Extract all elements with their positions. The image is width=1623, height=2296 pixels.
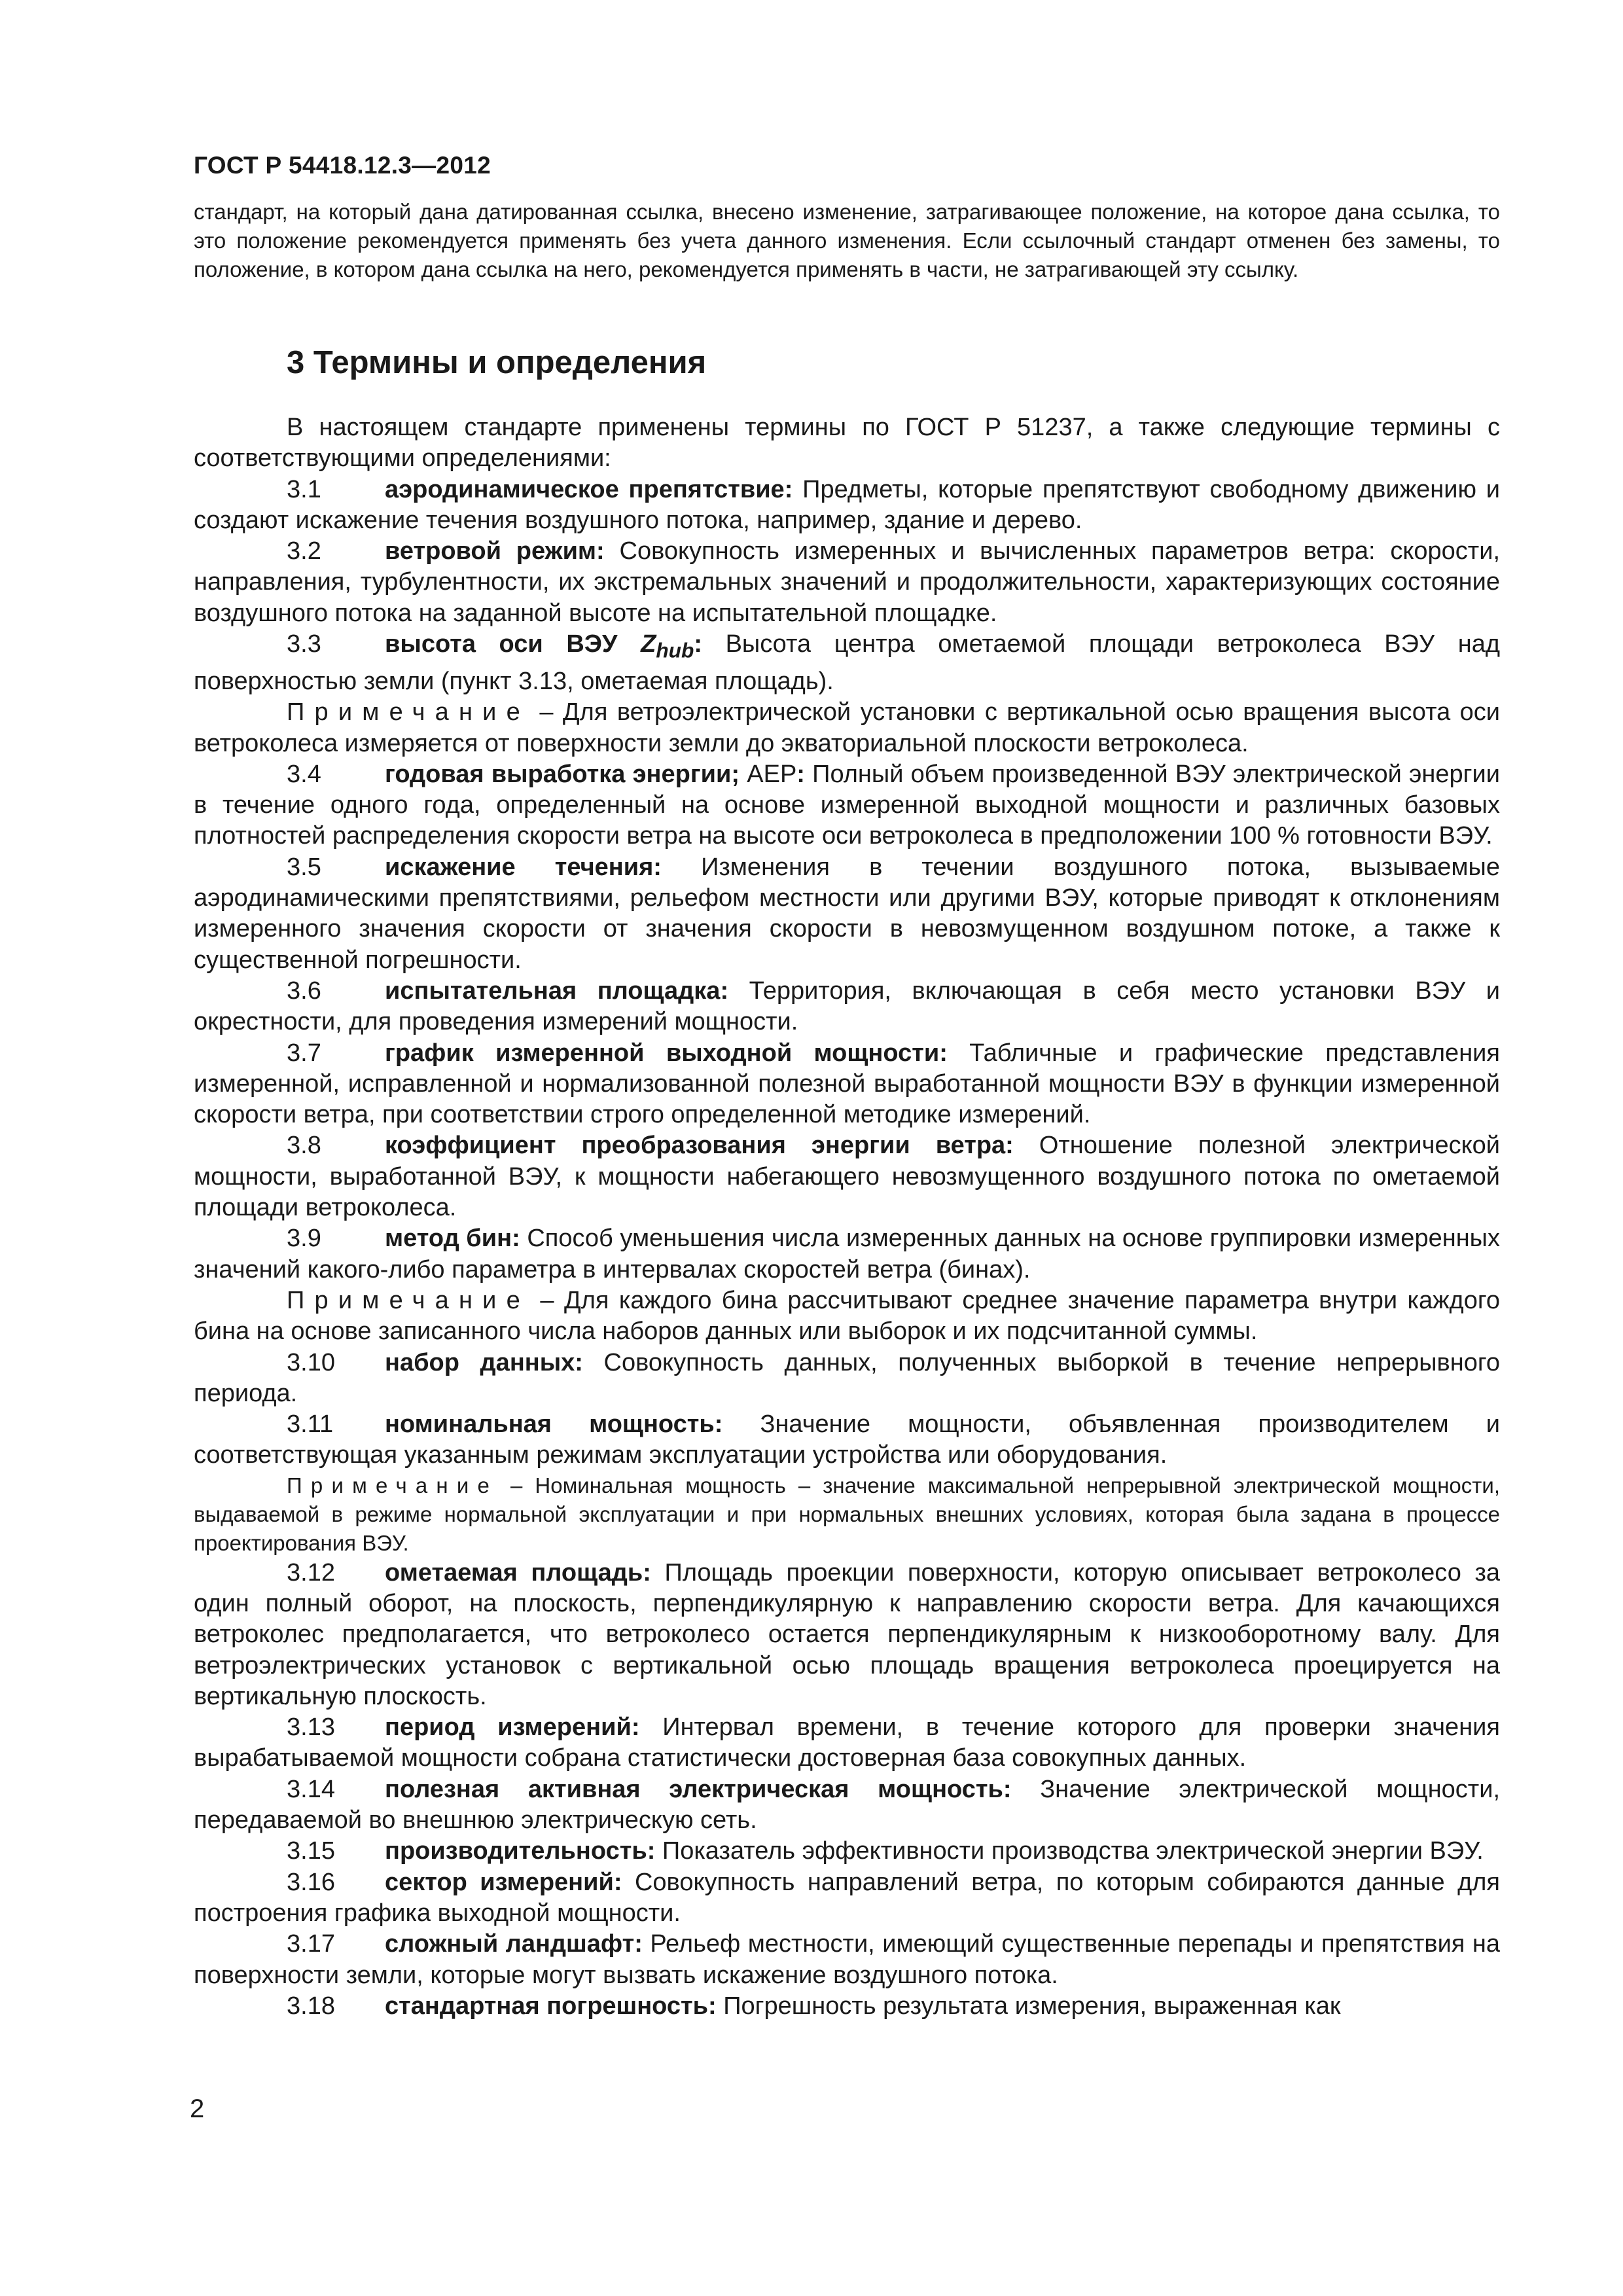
note-text: – Номинальная мощность – значение максимальной непрерывной электрической мощности, выдаваемой в режиме нормальной эксплуатации и при нормальных внешних условиях, которая была задана в процессе проектирования ВЭУ. (194, 1473, 1500, 1555)
term-number: 3.9 (287, 1225, 321, 1253)
term-definition: Погрешность результата измерения, выраженная как (716, 1992, 1341, 2020)
term-definition: Изменения в течении воздушного потока, вызываемые аэродинамическими препятствиями, рельефом местности или другими ВЭУ, которые приводят к отклонениям измеренного значения скорости от значения скорости в невозмущенном воздушном потоке, а также к существенной погрешности. (194, 853, 1501, 974)
term-number: 3.5 (287, 853, 321, 881)
term-definition: Территория, включающая в себя место установки ВЭУ и окрестности, для проведения измерений мощности. (194, 977, 1500, 1036)
lead-paragraph: стандарт, на который дана датированная ссылка, внесено изменение, затрагивающее положение, на которое дана ссылка, то это положение рекомендуется применять без учета данного изменения. Если ссылочный стандарт отменен без замены, то положение, в котором дана ссылка на него, рекомендуется применять в части, не затрагивающей эту ссылку. (194, 200, 1500, 281)
term-name: ометаемая площадь: (385, 1558, 651, 1587)
term-entry (194, 1867, 1500, 1929)
term-number: 3.8 (287, 1132, 321, 1160)
term-colon: : (796, 760, 805, 788)
term-number: 3.17 (287, 1930, 335, 1958)
term-number: 3.16 (287, 1868, 335, 1896)
term-entry (194, 1223, 1500, 1285)
term-definition: Полный объем произведенной ВЭУ электрической энергии в течение одного года, определенный на основе измеренной выходной мощности и различных базовых плотностей распределения скорости ветра на высоте оси ветроколеса в предположении 100 % готовности ВЭУ. (194, 760, 1500, 850)
term-number: 3.14 (287, 1775, 335, 1803)
term-name: испытательная площадка: (385, 977, 729, 1005)
page-number: 2 (190, 2094, 205, 2123)
term-colon: : (694, 630, 702, 658)
term-name: сектор измерений: (385, 1868, 622, 1896)
term-subscript: hub (656, 638, 694, 662)
term-number: 3.12 (287, 1558, 335, 1587)
term-definition: Высота центра ометаемой площади ветроколеса ВЭУ над поверхностью земли (пункт 3.13, ометаемая площадь). (194, 630, 1500, 695)
term-number: 3.13 (287, 1713, 335, 1742)
term-entry (194, 1774, 1500, 1837)
term-definition: Совокупность измеренных и вычисленных параметров ветра: скорости, направления, турбулентности, их экстремальных значений и продолжительности, характеризующих состояние воздушного потока на заданной высоте на испытательной площадке. (194, 537, 1500, 627)
section-title: 3 Термины и определения (287, 345, 707, 380)
term-number: 3.2 (287, 537, 321, 565)
term-definition: Показатель эффективности производства электрической энергии ВЭУ. (655, 1837, 1484, 1865)
term-name: коэффициент преобразования энергии ветра: (385, 1132, 1014, 1160)
term-number: 3.10 (287, 1348, 335, 1376)
term-entry (194, 1348, 1500, 1410)
term-number: 3.6 (287, 977, 321, 1005)
note-text: – Для каждого бина рассчитывают среднее значение параметра внутри каждого бина на основе записанного числа наборов данных или выборок и их подсчитанной суммы. (194, 1286, 1500, 1346)
term-name: номинальная мощность: (385, 1410, 723, 1439)
term-number: 3.18 (287, 1992, 335, 2020)
term-name: высота оси ВЭУ (385, 630, 641, 658)
term-number: 3.15 (287, 1837, 335, 1865)
term-definition: Отношение полезной электрической мощности, выработанной ВЭУ, к мощности набегающего невозмущенного воздушного потока по ометаемой площади ветроколеса. (194, 1132, 1500, 1222)
term-name: ветровой режим: (385, 537, 605, 565)
term-definition: Совокупность данных, полученных выборкой в течение непрерывного периода. (194, 1348, 1500, 1407)
term-name: сложный ландшафт: (385, 1930, 643, 1958)
term-name: аэродинамическое препятствие: (385, 475, 793, 503)
term-entry (194, 1130, 1500, 1223)
term-entry (194, 852, 1500, 976)
terms-list (194, 475, 1500, 2022)
term-name: период измерений: (385, 1713, 640, 1742)
term-note (194, 697, 1500, 759)
term-definition: Значение мощности, объявленная производителем и соответствующая указанным режимам эксплуатации устройства или оборудования. (194, 1410, 1500, 1469)
term-entry (194, 976, 1500, 1038)
term-definition: Способ уменьшения числа измеренных данных на основе группировки измеренных значений какого-либо параметра в интервалах скоростей ветра (бинах). (194, 1225, 1500, 1283)
note-label: Примечание (287, 1286, 530, 1314)
term-number: 3.4 (287, 760, 321, 788)
note-text: – Для ветроэлектрической установки с вертикальной осью вращения высота оси ветроколеса измеряется от поверхности земли до экваториальной плоскости ветроколеса. (194, 698, 1500, 757)
term-entry (194, 759, 1500, 852)
note-label: Примечание (287, 1473, 499, 1498)
term-number: 3.7 (287, 1039, 321, 1067)
section-intro: В настоящем стандарте применены термины по ГОСТ Р 51237, а также следующие термины с соответствующими определениями: (194, 414, 1500, 473)
term-note (194, 1471, 1500, 1558)
term-note (194, 1285, 1500, 1348)
term-definition: Интервал времени, в течение которого для проверки значения вырабатываемой мощности собрана статистически достоверная база совокупных данных. (194, 1713, 1500, 1772)
term-entry (194, 1929, 1500, 1991)
term-symbol: Z (641, 630, 656, 658)
term-name: производительность: (385, 1837, 656, 1865)
term-number: 3.3 (287, 630, 321, 658)
term-name: искажение течения: (385, 853, 662, 881)
term-definition: Площадь проекции поверхности, которую описывает ветроколесо за один полный оборот, на плоскость, перпендикулярную к направлению скорости ветра. Для качающихся ветроколес предполагается, что ветроколесо остается перпендикулярным к низкооборотному валу. Для ветроэлектрических установок с вертикальной осью площадь вращения ветроколеса проецируется на вертикальную плоскость. (194, 1558, 1501, 1710)
term-definition: Совокупность направлений ветра, по которым собираются данные для построения графика выходной мощности. (194, 1868, 1500, 1927)
term-name: график измеренной выходной мощности: (385, 1039, 948, 1067)
document-header: ГОСТ Р 54418.12.3—2012 (194, 152, 491, 179)
term-entry (194, 1038, 1500, 1131)
term-entry (194, 536, 1500, 629)
term-entry (194, 1712, 1500, 1774)
term-name: годовая выработка энергии; (385, 760, 740, 788)
term-entry (194, 629, 1500, 697)
terms-section (194, 412, 1500, 2022)
term-number: 3.11 (287, 1410, 334, 1439)
term-definition: Предметы, которые препятствуют свободному движению и создают искажение течения воздушного потока, например, здание и дерево. (194, 475, 1500, 534)
term-name: стандартная погрешность: (385, 1992, 717, 2020)
term-entry (194, 475, 1500, 537)
term-definition: Рельеф местности, имеющий существенные перепады и препятствия на поверхности земли, которые могут вызвать искажение воздушного потока. (194, 1930, 1500, 1989)
term-definition: Значение электрической мощности, передаваемой во внешнюю электрическую сеть. (194, 1775, 1500, 1835)
term-number: 3.1 (287, 475, 321, 503)
term-name: полезная активная электрическая мощность: (385, 1775, 1012, 1803)
term-entry (194, 1409, 1500, 1471)
note-label: Примечание (287, 698, 530, 726)
term-definition: Табличные и графические представления измеренной, исправленной и нормализованной полезной выработанной мощности ВЭУ в функции измеренной скорости ветра, при соответствии строго определенной методике измерений. (194, 1039, 1500, 1129)
term-entry (194, 1558, 1500, 1712)
term-abbreviation: AEP (740, 760, 797, 788)
term-name: набор данных: (385, 1348, 583, 1376)
term-entry (194, 1836, 1500, 1867)
term-entry (194, 1991, 1500, 2022)
term-name: метод бин: (385, 1225, 520, 1253)
